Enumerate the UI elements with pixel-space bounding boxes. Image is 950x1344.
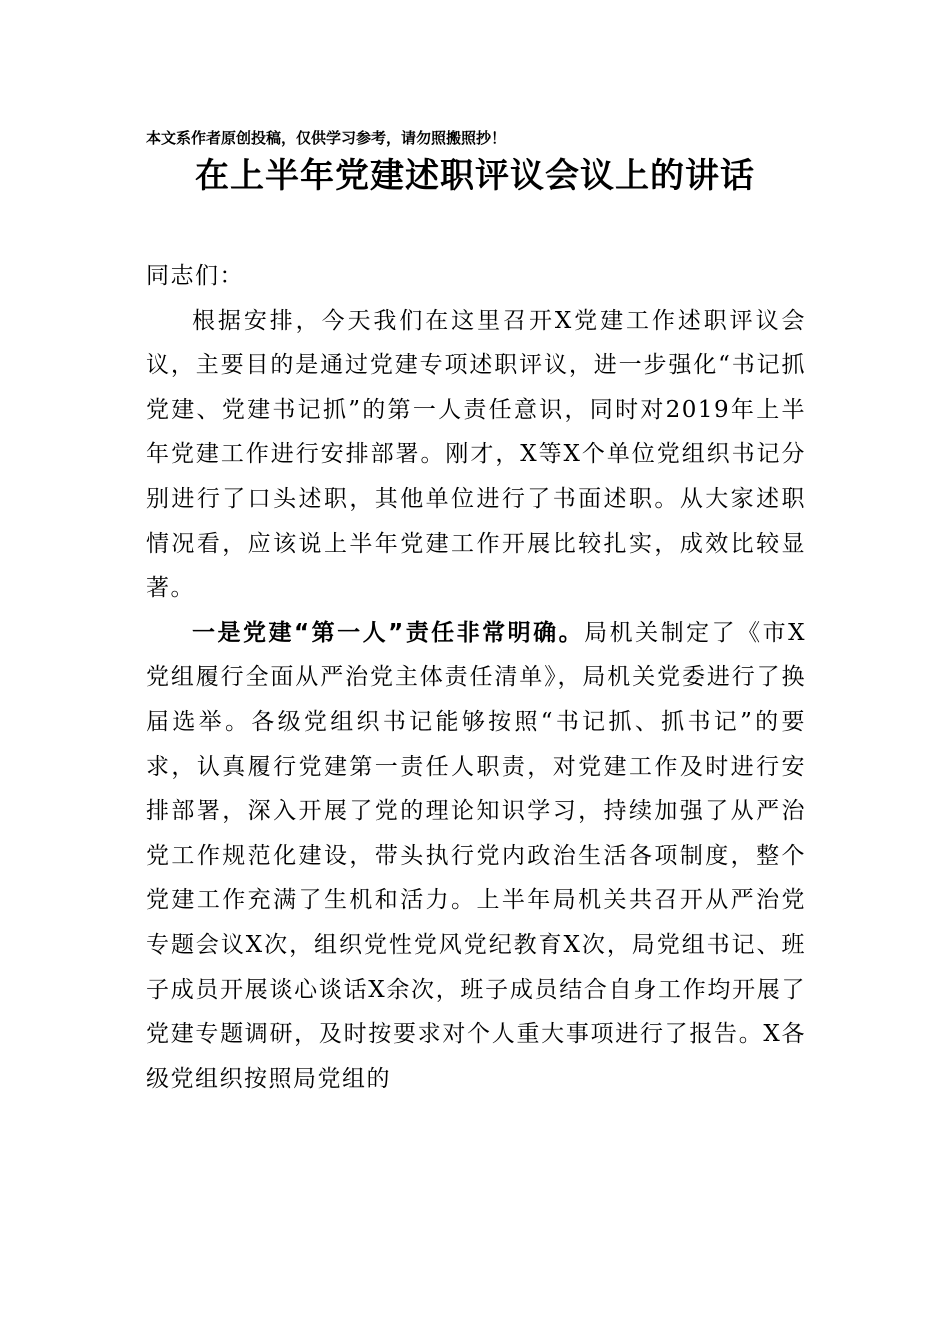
paragraph-2 bbox=[146, 611, 806, 1102]
copyright-notice: 本文系作者原创投稿，仅供学习参考，请勿照搬照抄！ bbox=[146, 129, 507, 147]
paragraph-2-lead: 一是党建“第一人”责任非常明确。 bbox=[192, 619, 585, 646]
salutation: 同志们： bbox=[146, 263, 244, 289]
paragraph-1 bbox=[146, 299, 806, 611]
document-title: 在上半年党建述职评议会议上的讲话 bbox=[195, 156, 755, 196]
paragraph-2-text: 局机关制定了《市X党组履行全面从严治党主体责任清单》，局机关党委进行了换届选举。各级党组织书记能够按照“书记抓、抓书记”的要求，认真履行党建第一责任人职责，对党建工作及时进行安排部署，深入开展了党的理论知识学习，持续加强了从严治党工作规范化建设，带头执行党内政治生活各项制度，整个党建工作充满了生机和活力。上半年局机关共召开从严治党专题会议X次，组织党性党风党纪教育X次，局党组书记、班子成员开展谈心谈话X余次，班子成员结合自身工作均开展了党建专题调研，及时按要求对个人重大事项进行了报告。X各级党组织按照局党组的 bbox=[146, 619, 807, 1092]
document-body bbox=[146, 254, 806, 1101]
paragraph-1-text: 根据安排，今天我们在这里召开X党建工作述职评议会议，主要目的是通过党建专项述职评议，进一步强化“书记抓党建、党建书记抓”的第一人责任意识，同时对2019年上半年党建工作进行安排部署。刚才，X等X个单位党组织书记分别进行了口头述职，其他单位进行了书面述职。从大家述职情况看，应该说上半年党建工作开展比较扎实，成效比较显著。 bbox=[146, 307, 806, 602]
